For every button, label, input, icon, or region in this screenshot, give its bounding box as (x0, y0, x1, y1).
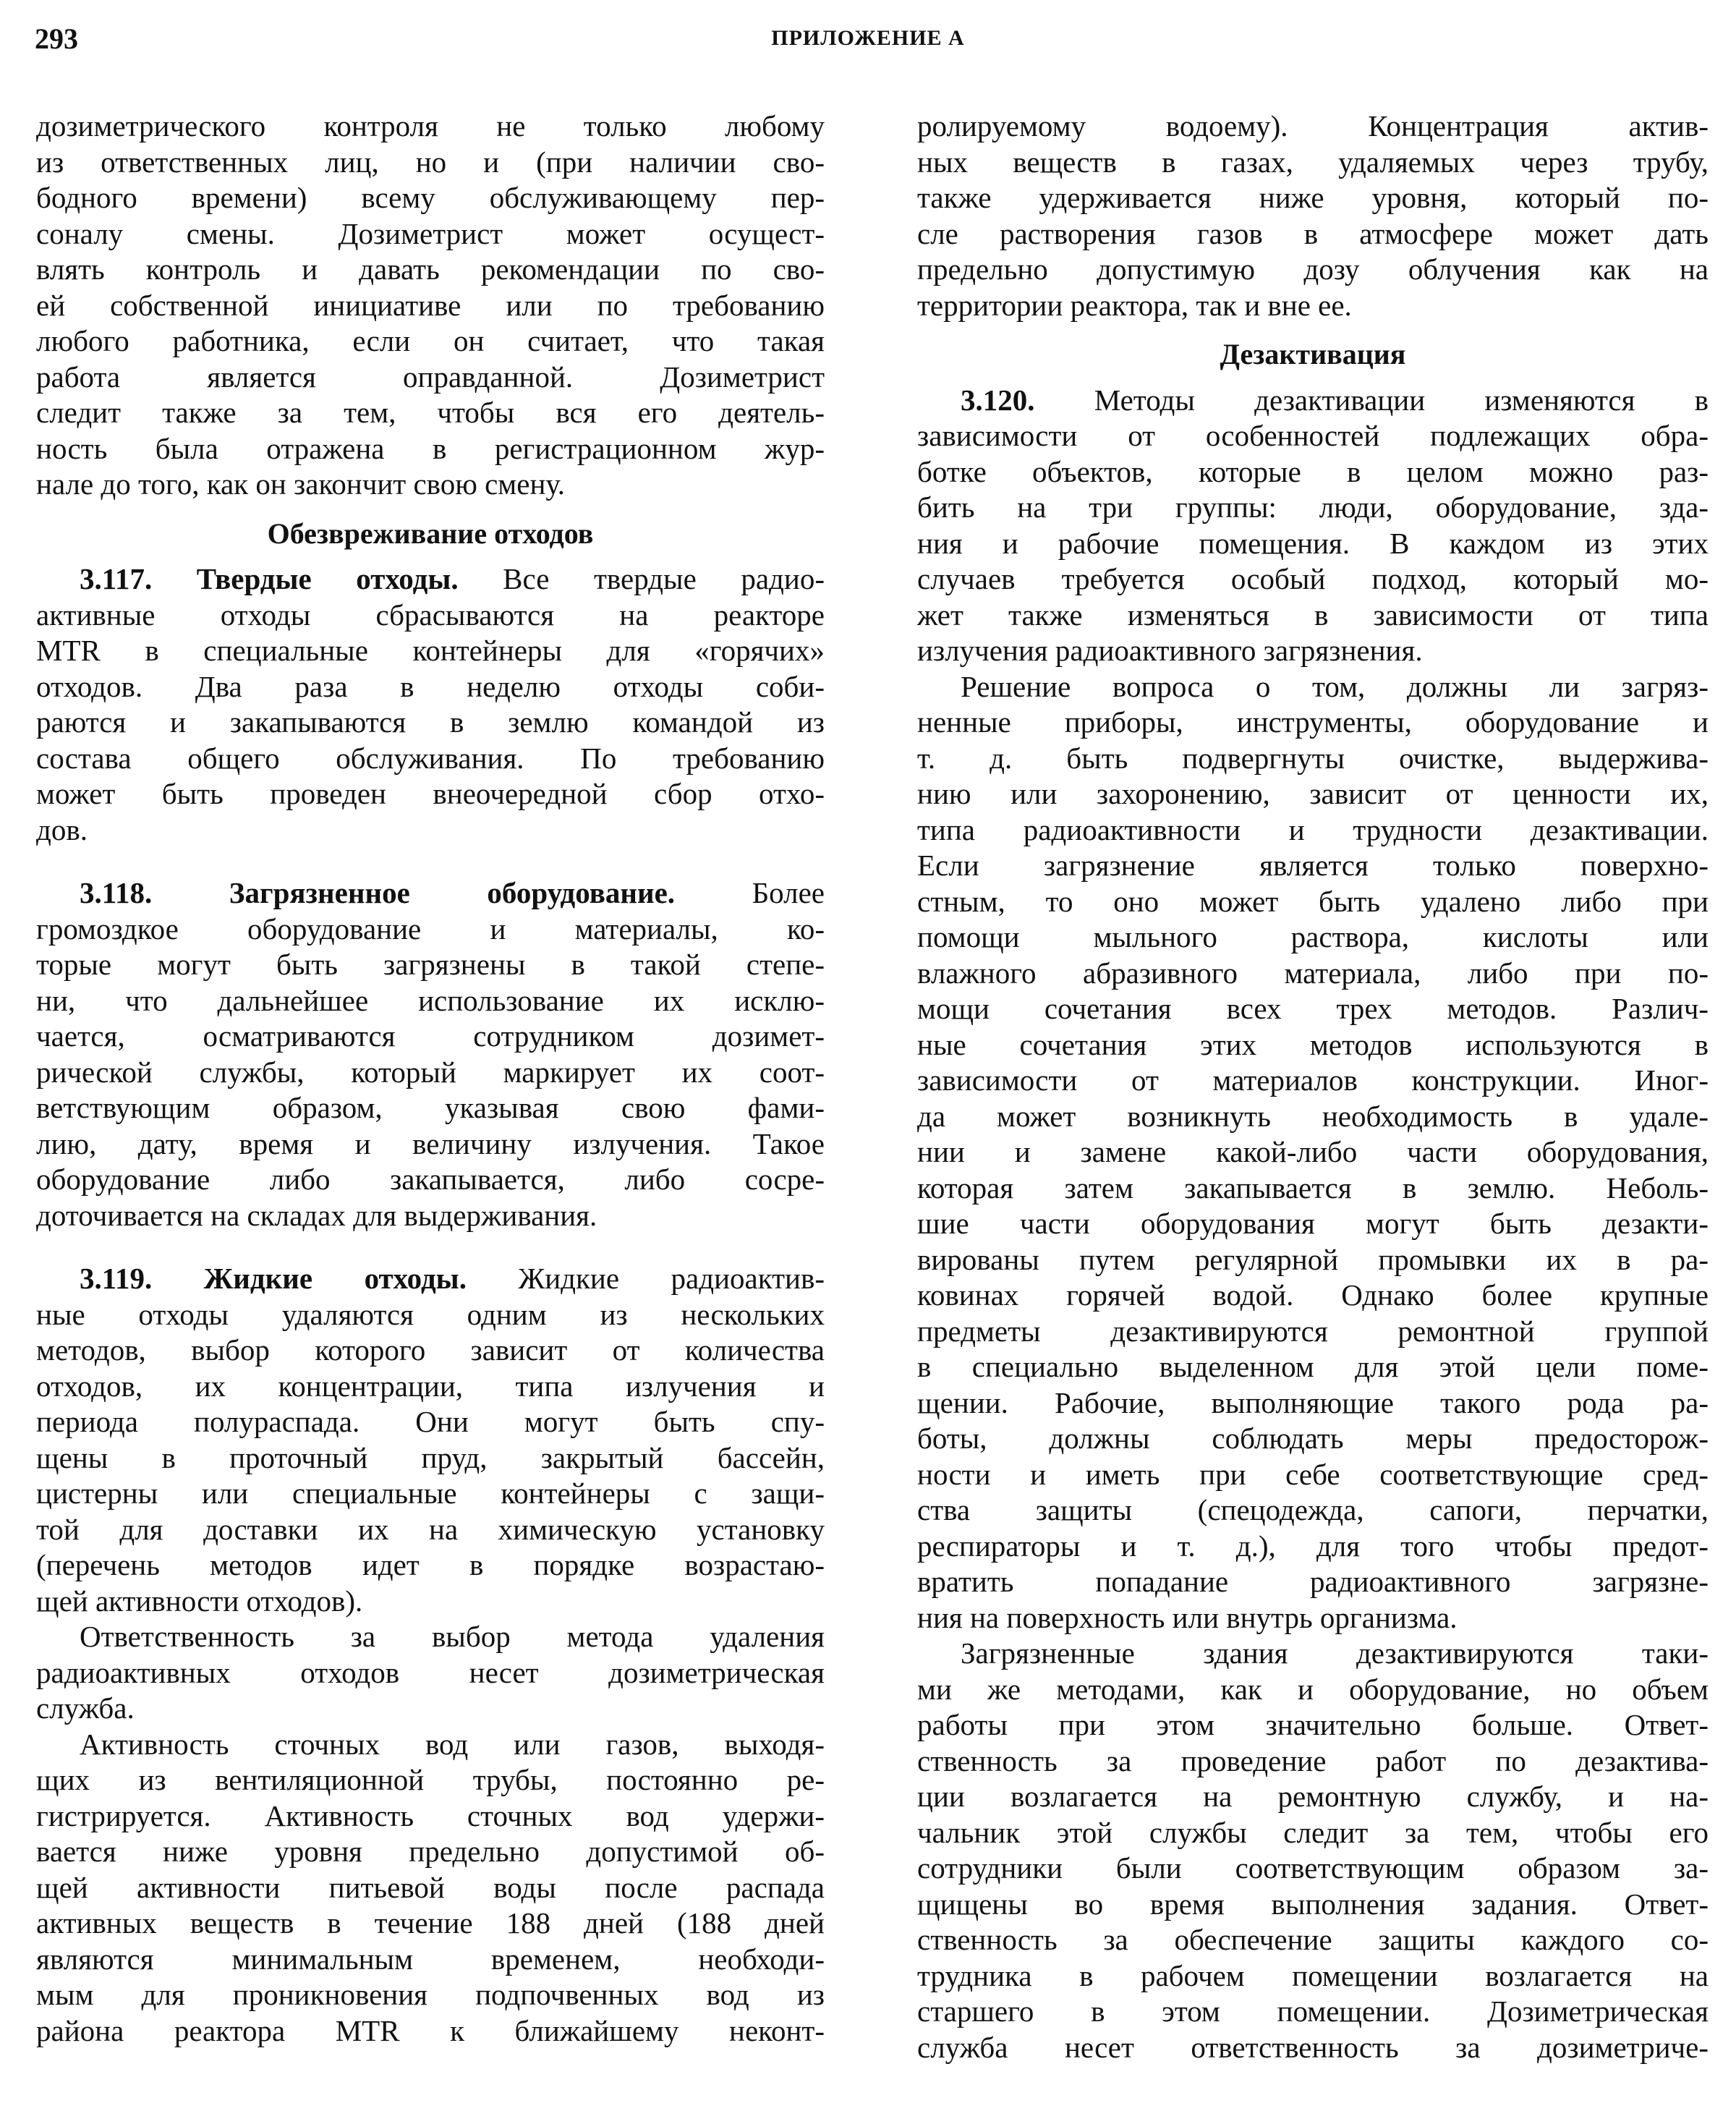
text-line: которая затем закапывается в землю. Неболь- (917, 1171, 1709, 1205)
text-line (36, 561, 825, 598)
running-title: ПРИЛОЖЕНИЕ А (771, 26, 965, 50)
text-line: дов. (36, 812, 88, 846)
text-line: излучения радиоактивного загрязнения. (917, 634, 1423, 667)
text-line: мым для проникновения подпочвенных вод из (36, 1978, 825, 2011)
section-heading: Обезвреживание отходов (267, 517, 594, 550)
text-line: чальник этой службы следит за тем, чтобы его (917, 1815, 1709, 1849)
text-line: ролируемому водоему). Концентрация актив- (917, 109, 1709, 143)
text-line: доточивается на складах для выдерживания. (36, 1198, 597, 1232)
text-line: гистрируется. Активность сточных вод удержи- (36, 1798, 825, 1832)
text-line: ных веществ в газах, удаляемых через трубу, (917, 145, 1709, 179)
text-line: из ответственных лиц, но и (при наличии сво- (36, 145, 825, 179)
text-line: зависимости от особенностей подлежащих обра- (917, 419, 1709, 452)
text-line: активных веществ в течение 188 дней (188 дней (36, 1906, 825, 1940)
text-line (917, 383, 1709, 419)
text-line: работы при этом значительно больше. Ответ- (917, 1708, 1709, 1741)
text-line: трудника в рабочем помещении возлагается на (917, 1958, 1709, 1992)
text-line: состава общего обслуживания. По требованию (36, 741, 825, 775)
text-line: в специально выделенном для этой цели поме- (917, 1350, 1709, 1383)
text-line: отходов. Два раза в неделю отходы соби- (36, 669, 825, 703)
text-line: случаев требуется особый подход, который мо- (917, 562, 1709, 595)
text-line: боты, должны соблюдать меры предосторож- (917, 1422, 1709, 1455)
text-line: ность была отражена в регистрационном жур- (36, 431, 825, 465)
text-line: вированы путем регулярной промывки их в ра- (917, 1242, 1709, 1276)
text-line: респираторы и т. д.), для того чтобы предот- (917, 1529, 1709, 1563)
paragraph (917, 669, 1709, 1636)
text-line: рической службы, который маркирует их соот- (36, 1055, 825, 1089)
text-line (36, 1261, 825, 1297)
section-heading: Дезактивация (1220, 338, 1406, 370)
text-line: жет также изменяться в зависимости от типа (917, 598, 1709, 632)
paragraph (36, 1619, 825, 1727)
text-line: щей активности питьевой воды после распада (36, 1870, 825, 1904)
text-line (36, 875, 825, 912)
text-line: помощи мыльного раствора, кислоты или (917, 920, 1709, 953)
text-line: служба. (36, 1691, 135, 1725)
text-line: активные отходы сбрасываются на реакторе (36, 598, 825, 632)
text-line: щих из вентиляционной трубы, постоянно ре- (36, 1763, 825, 1796)
paragraph (36, 1727, 825, 2049)
text-line: той для доставки их на химическую установку (36, 1512, 825, 1546)
text-line: сле растворения газов в атмосфере может дать (917, 216, 1709, 250)
text-line: также удерживается ниже уровня, который по- (917, 181, 1709, 214)
line-text: Жидкие радиоактив- (466, 1262, 825, 1295)
text-line: ветствующим образом, указывая свою фами- (36, 1091, 825, 1124)
text-line: да может возникнуть необходимость в удале- (917, 1099, 1709, 1133)
text-line: ности и иметь при себе соответствующие сред- (917, 1457, 1709, 1491)
paragraph-lead: 3.120. (961, 383, 1035, 417)
text-line: любого работника, если он считает, что такая (36, 324, 825, 357)
text-line: лию, дату, время и величину излучения. Такое (36, 1126, 825, 1160)
text-line: стным, то оно может быть удалено либо при (917, 884, 1709, 918)
text-line: ственность за обеспечение защиты каждого со- (917, 1923, 1709, 1956)
text-line: чается, осматриваются сотрудником дозимет- (36, 1019, 825, 1053)
text-line: ции возлагается на ремонтную службу, и на- (917, 1780, 1709, 1813)
text-line: работа является оправданной. Дозиметрист (36, 360, 825, 394)
numbered-paragraph (917, 383, 1709, 669)
text-line: может быть проведен внеочередной сбор отхо- (36, 777, 825, 810)
text-line: ей собственной инициативе или по требованию (36, 288, 825, 322)
paragraph (917, 109, 1709, 323)
text-line: предельно допустимую дозу облучения как на (917, 252, 1709, 286)
text-line: т. д. быть подвергнуты очистке, выдержива- (917, 741, 1709, 775)
text-line: ные отходы удаляются одним из нескольких (36, 1297, 825, 1331)
text-line: бить на три группы: люди, оборудование, зда- (917, 490, 1709, 524)
text-line: предметы дезактивируются ремонтной группой (917, 1314, 1709, 1348)
text-line: типа радиоактивности и трудности дезактивации. (917, 812, 1709, 846)
text-line: нию или захоронению, зависит от ценности их, (917, 777, 1709, 810)
text-line: (перечень методов идет в порядке возрастаю- (36, 1548, 825, 1581)
text-line: территории реактора, так и вне ее. (917, 288, 1352, 322)
left-column (36, 109, 825, 2049)
text-line: шие части оборудования могут быть дезакти- (917, 1207, 1709, 1240)
text-line: вается ниже уровня предельно допустимой об- (36, 1835, 825, 1868)
text-line: влажного абразивного материала, либо при по- (917, 956, 1709, 990)
text-line: служба несет ответственность за дозиметриче- (917, 2030, 1709, 2064)
text-line: щищены во время выполнения задания. Ответ- (917, 1887, 1709, 1921)
text-line: торые могут быть загрязнены в такой степе- (36, 948, 825, 981)
text-line: ненные приборы, инструменты, оборудование и (917, 705, 1709, 739)
text-line: ни, что дальнейшее использование их исклю- (36, 983, 825, 1017)
paragraph-lead: 3.118. Загрязненное оборудование. (80, 876, 676, 909)
text-line: следит также за тем, чтобы вся его деятель- (36, 396, 825, 429)
text-line: вратить попадание радиоактивного загрязне- (917, 1565, 1709, 1598)
text-line: нале до того, как он закончит свою смену. (36, 467, 566, 501)
text-line: громоздкое оборудование и материалы, ко- (36, 912, 825, 946)
line-text: Методы дезактивации изменяются в (1034, 383, 1709, 417)
text-line: ные сочетания этих методов используются в (917, 1027, 1709, 1061)
text-line: MTR в специальные контейнеры для «горячих» (36, 634, 825, 667)
text-line: щены в проточный пруд, закрытый бассейн, (36, 1440, 825, 1474)
numbered-paragraph (36, 561, 825, 848)
text-line: щении. Рабочие, выполняющие такого рода ра- (917, 1385, 1709, 1419)
text-line: оборудование либо закапывается, либо сосре- (36, 1163, 825, 1196)
text-line: ковинах горячей водой. Однако более крупные (917, 1278, 1709, 1312)
text-line: радиоактивных отходов несет дозиметрическая (36, 1655, 825, 1689)
text-line: ния на поверхность или внутрь организма. (917, 1600, 1458, 1634)
text-line: дозиметрического контроля не только любому (36, 109, 825, 143)
text-line: периода полураспада. Они могут быть спу- (36, 1405, 825, 1438)
text-line: ственность за проведение работ по дезактива- (917, 1743, 1709, 1777)
text-line: мощи сочетания всех трех методов. Различ- (917, 992, 1709, 1025)
text-line: ния и рабочие помещения. В каждом из этих (917, 526, 1709, 560)
text-line: зависимости от материалов конструкции. Иног- (917, 1063, 1709, 1097)
text-line: Ответственность за выбор метода удаления (80, 1620, 825, 1653)
text-line: ства защиты (спецодежда, сапоги, перчатки, (917, 1493, 1709, 1526)
text-line: влять контроль и давать рекомендации по сво- (36, 252, 825, 286)
numbered-paragraph (36, 1261, 825, 1619)
text-line: района реактора MTR к ближайшему неконт- (36, 2013, 825, 2047)
text-line: соналу смены. Дозиметрист может осущест- (36, 216, 825, 250)
paragraph-lead: 3.119. Жидкие отходы. (80, 1262, 467, 1295)
text-line: сотрудники были соответствующим образом за- (917, 1851, 1709, 1885)
text-line: цистерны или специальные контейнеры с защи- (36, 1477, 825, 1510)
text-line: нии и замене какой-либо части оборудования, (917, 1135, 1709, 1168)
line-text: Более (675, 876, 825, 909)
paragraph (917, 1636, 1709, 2065)
paragraph (36, 109, 825, 503)
text-line: щей активности отходов). (36, 1584, 363, 1618)
text-line: ми же методами, как и оборудование, но объем (917, 1672, 1709, 1706)
text-line: раются и закапываются в землю командой из (36, 705, 825, 739)
text-line: Активность сточных вод или газов, выходя- (80, 1727, 825, 1761)
numbered-paragraph (36, 875, 825, 1233)
text-line: старшего в этом помещении. Дозиметрическая (917, 1995, 1709, 2028)
text-line: являются минимальным временем, необходи- (36, 1942, 825, 1976)
paragraph-lead: 3.117. Твердые отходы. (80, 562, 459, 595)
text-line: Загрязненные здания дезактивируются таки- (961, 1636, 1709, 1670)
line-text: Все твердые радио- (458, 562, 825, 595)
text-line: отходов, их концентрации, типа излучения и (36, 1369, 825, 1403)
text-line: Если загрязнение является только поверхно- (917, 849, 1709, 882)
text-line: Решение вопроса о том, должны ли загряз- (961, 669, 1709, 703)
text-line: ботке объектов, которые в целом можно раз- (917, 454, 1709, 488)
right-column (917, 109, 1709, 2065)
page-number: 293 (35, 22, 78, 55)
text-line: методов, выбор которого зависит от количества (36, 1333, 825, 1367)
text-line: бодного времени) всему обслуживающему пер- (36, 181, 825, 214)
